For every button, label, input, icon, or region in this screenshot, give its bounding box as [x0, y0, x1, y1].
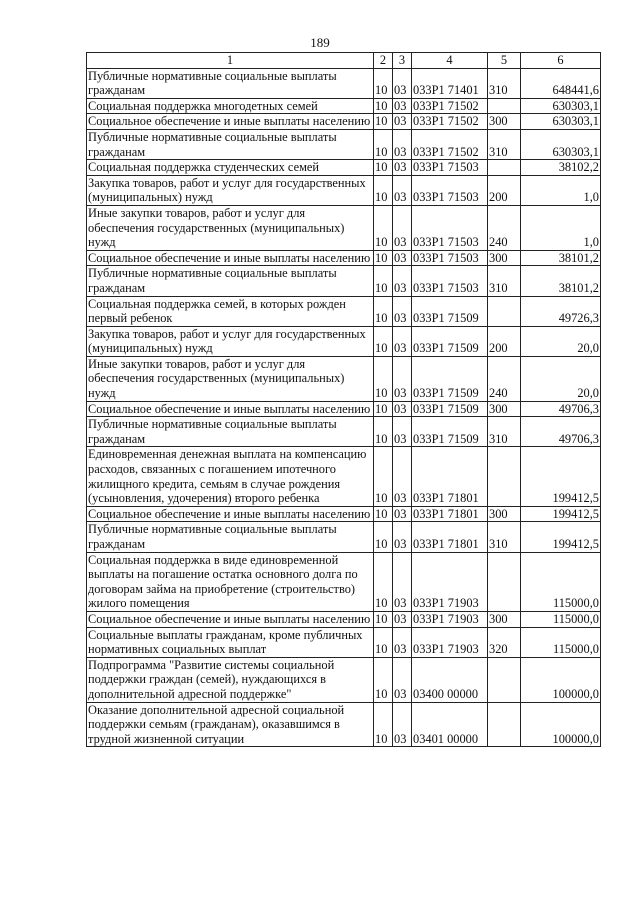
row-expense-type: 310	[488, 266, 521, 296]
row-name: Публичные нормативные социальные выплаты гражданам	[87, 129, 374, 159]
row-section: 10	[374, 160, 393, 176]
row-section: 10	[374, 205, 393, 250]
row-name: Социальное обеспечение и иные выплаты населению	[87, 401, 374, 417]
row-subsection: 03	[393, 522, 412, 552]
row-subsection: 03	[393, 447, 412, 506]
table-row	[87, 175, 601, 205]
row-section: 10	[374, 627, 393, 657]
row-section: 10	[374, 522, 393, 552]
row-amount: 630303,1	[521, 98, 601, 114]
row-section: 10	[374, 68, 393, 98]
header-col-3: 3	[393, 53, 412, 69]
row-amount: 20,0	[521, 356, 601, 401]
table-row	[87, 266, 601, 296]
row-subsection: 03	[393, 175, 412, 205]
header-col-5: 5	[488, 53, 521, 69]
row-amount: 630303,1	[521, 114, 601, 130]
row-expense-type	[488, 657, 521, 702]
row-name: Подпрограмма "Развитие системы социальной поддержки граждан (семей), нуждающихся в дополнительной адресной поддержке"	[87, 657, 374, 702]
row-subsection: 03	[393, 114, 412, 130]
row-target-code: 033Р1 71503	[412, 266, 488, 296]
row-section: 10	[374, 552, 393, 611]
row-section: 10	[374, 326, 393, 356]
table-row	[87, 417, 601, 447]
row-subsection: 03	[393, 68, 412, 98]
header-col-2: 2	[374, 53, 393, 69]
row-expense-type: 310	[488, 68, 521, 98]
row-target-code: 033Р1 71502	[412, 129, 488, 159]
row-subsection: 03	[393, 657, 412, 702]
row-subsection: 03	[393, 250, 412, 266]
row-expense-type: 240	[488, 356, 521, 401]
row-section: 10	[374, 175, 393, 205]
row-target-code: 033Р1 71509	[412, 326, 488, 356]
row-subsection: 03	[393, 266, 412, 296]
row-name: Социальная поддержка в виде единовременной выплаты на погашение остатка основного долга по договорам займа на приобретение (строительство) жилого помещения	[87, 552, 374, 611]
row-subsection: 03	[393, 129, 412, 159]
row-name: Социальная поддержка многодетных семей	[87, 98, 374, 114]
row-subsection: 03	[393, 627, 412, 657]
row-expense-type: 200	[488, 326, 521, 356]
row-expense-type: 300	[488, 250, 521, 266]
row-expense-type: 300	[488, 611, 521, 627]
row-name: Социальная поддержка студенческих семей	[87, 160, 374, 176]
row-section: 10	[374, 266, 393, 296]
row-target-code: 03401 00000	[412, 702, 488, 747]
row-subsection: 03	[393, 296, 412, 326]
row-name: Социальная поддержка семей, в которых рожден первый ребенок	[87, 296, 374, 326]
budget-table	[86, 52, 601, 747]
row-target-code: 033Р1 71503	[412, 205, 488, 250]
table-row	[87, 627, 601, 657]
table-row	[87, 114, 601, 130]
row-target-code: 033Р1 71503	[412, 250, 488, 266]
row-amount: 115000,0	[521, 552, 601, 611]
row-name: Публичные нормативные социальные выплаты гражданам	[87, 266, 374, 296]
row-amount: 199412,5	[521, 506, 601, 522]
row-expense-type: 310	[488, 522, 521, 552]
row-section: 10	[374, 401, 393, 417]
row-amount: 38101,2	[521, 266, 601, 296]
row-expense-type: 240	[488, 205, 521, 250]
header-col-4: 4	[412, 53, 488, 69]
row-section: 10	[374, 296, 393, 326]
table-header-row	[87, 53, 601, 69]
row-name: Закупка товаров, работ и услуг для государственных (муниципальных) нужд	[87, 175, 374, 205]
row-name: Единовременная денежная выплата на компенсацию расходов, связанных с погашением ипотечного жилищного кредита, семьям в случае рождения (усыновления, удочерения) второго ребенка	[87, 447, 374, 506]
row-expense-type	[488, 98, 521, 114]
row-target-code: 033Р1 71801	[412, 506, 488, 522]
row-expense-type	[488, 296, 521, 326]
row-target-code: 033Р1 71509	[412, 296, 488, 326]
row-expense-type: 300	[488, 506, 521, 522]
row-section: 10	[374, 702, 393, 747]
row-amount: 38101,2	[521, 250, 601, 266]
row-target-code: 033Р1 71801	[412, 447, 488, 506]
row-subsection: 03	[393, 356, 412, 401]
row-name: Социальное обеспечение и иные выплаты населению	[87, 506, 374, 522]
row-section: 10	[374, 611, 393, 627]
table-row	[87, 522, 601, 552]
row-name: Оказание дополнительной адресной социальной поддержки семьям (гражданам), оказавшимся в трудной жизненной ситуации	[87, 702, 374, 747]
table-row	[87, 506, 601, 522]
row-target-code: 033Р1 71503	[412, 175, 488, 205]
row-target-code: 033Р1 71903	[412, 552, 488, 611]
row-amount: 20,0	[521, 326, 601, 356]
row-expense-type	[488, 702, 521, 747]
row-expense-type	[488, 552, 521, 611]
row-name: Публичные нормативные социальные выплаты гражданам	[87, 417, 374, 447]
row-subsection: 03	[393, 205, 412, 250]
table-row	[87, 326, 601, 356]
row-target-code: 033Р1 71503	[412, 160, 488, 176]
row-subsection: 03	[393, 326, 412, 356]
row-section: 10	[374, 356, 393, 401]
row-section: 10	[374, 417, 393, 447]
table-row	[87, 702, 601, 747]
header-col-1: 1	[87, 53, 374, 69]
row-subsection: 03	[393, 98, 412, 114]
table-row	[87, 250, 601, 266]
row-name: Иные закупки товаров, работ и услуг для обеспечения государственных (муниципальных) нужд	[87, 356, 374, 401]
table-row	[87, 401, 601, 417]
row-target-code: 033Р1 71502	[412, 98, 488, 114]
row-target-code: 03400 00000	[412, 657, 488, 702]
row-section: 10	[374, 129, 393, 159]
row-amount: 49706,3	[521, 401, 601, 417]
row-amount: 648441,6	[521, 68, 601, 98]
row-subsection: 03	[393, 611, 412, 627]
header-col-6: 6	[521, 53, 601, 69]
row-name: Закупка товаров, работ и услуг для государственных (муниципальных) нужд	[87, 326, 374, 356]
table-row	[87, 160, 601, 176]
row-expense-type: 300	[488, 401, 521, 417]
row-subsection: 03	[393, 401, 412, 417]
row-target-code: 033Р1 71903	[412, 627, 488, 657]
row-amount: 49726,3	[521, 296, 601, 326]
row-target-code: 033Р1 71801	[412, 522, 488, 552]
row-amount: 1,0	[521, 175, 601, 205]
row-section: 10	[374, 506, 393, 522]
row-amount: 630303,1	[521, 129, 601, 159]
row-subsection: 03	[393, 702, 412, 747]
row-amount: 115000,0	[521, 611, 601, 627]
row-section: 10	[374, 447, 393, 506]
row-expense-type: 310	[488, 129, 521, 159]
table-row	[87, 552, 601, 611]
table-row	[87, 68, 601, 98]
row-target-code: 033Р1 71509	[412, 417, 488, 447]
row-subsection: 03	[393, 552, 412, 611]
row-amount: 100000,0	[521, 657, 601, 702]
row-expense-type: 310	[488, 417, 521, 447]
row-name: Публичные нормативные социальные выплаты гражданам	[87, 522, 374, 552]
row-amount: 38102,2	[521, 160, 601, 176]
table-row	[87, 129, 601, 159]
row-expense-type: 320	[488, 627, 521, 657]
row-amount: 100000,0	[521, 702, 601, 747]
table-row	[87, 611, 601, 627]
table-row	[87, 205, 601, 250]
row-target-code: 033Р1 71509	[412, 356, 488, 401]
row-name: Социальное обеспечение и иные выплаты населению	[87, 250, 374, 266]
table-row	[87, 98, 601, 114]
row-section: 10	[374, 250, 393, 266]
table-row	[87, 356, 601, 401]
table-row	[87, 447, 601, 506]
row-amount: 199412,5	[521, 447, 601, 506]
row-amount: 199412,5	[521, 522, 601, 552]
row-expense-type	[488, 160, 521, 176]
row-name: Социальное обеспечение и иные выплаты населению	[87, 611, 374, 627]
row-target-code: 033Р1 71502	[412, 114, 488, 130]
row-amount: 1,0	[521, 205, 601, 250]
row-target-code: 033Р1 71401	[412, 68, 488, 98]
table-row	[87, 657, 601, 702]
row-name: Социальные выплаты гражданам, кроме публичных нормативных социальных выплат	[87, 627, 374, 657]
row-target-code: 033Р1 71509	[412, 401, 488, 417]
row-name: Публичные нормативные социальные выплаты гражданам	[87, 68, 374, 98]
row-subsection: 03	[393, 417, 412, 447]
page-number: 189	[310, 35, 330, 50]
row-expense-type: 200	[488, 175, 521, 205]
row-section: 10	[374, 98, 393, 114]
row-target-code: 033Р1 71903	[412, 611, 488, 627]
row-expense-type	[488, 447, 521, 506]
row-name: Иные закупки товаров, работ и услуг для обеспечения государственных (муниципальных) нужд	[87, 205, 374, 250]
row-name: Социальное обеспечение и иные выплаты населению	[87, 114, 374, 130]
row-subsection: 03	[393, 160, 412, 176]
row-amount: 49706,3	[521, 417, 601, 447]
table-row	[87, 296, 601, 326]
row-section: 10	[374, 657, 393, 702]
row-amount: 115000,0	[521, 627, 601, 657]
row-section: 10	[374, 114, 393, 130]
row-expense-type: 300	[488, 114, 521, 130]
row-subsection: 03	[393, 506, 412, 522]
